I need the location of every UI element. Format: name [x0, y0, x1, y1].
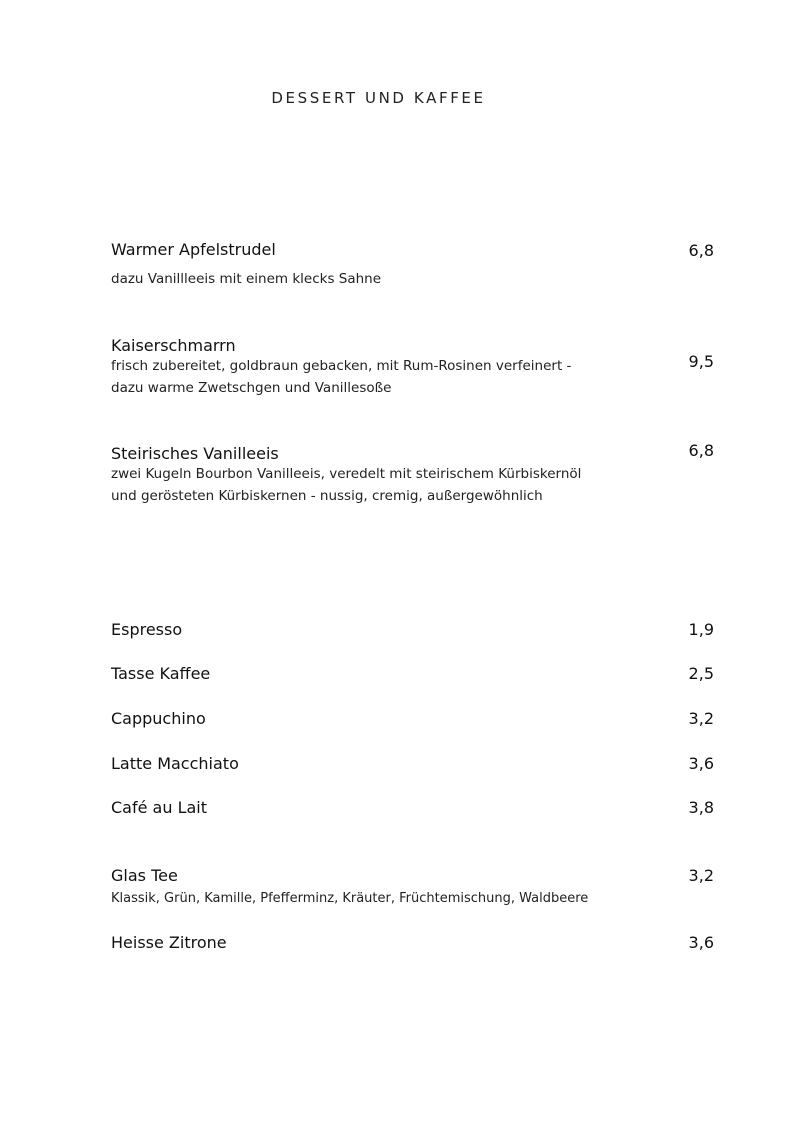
- item-description: und gerösteten Kürbiskernen - nussig, cremig, außergewöhnlich: [111, 488, 543, 504]
- item-name: Kaiserschmarrn: [111, 336, 236, 355]
- item-name: Café au Lait: [111, 798, 208, 817]
- item-name: Cappuchino: [111, 709, 206, 728]
- item-price: 9,5: [688, 352, 714, 371]
- item-price: 6,8: [688, 441, 714, 460]
- item-description: dazu warme Zwetschgen und Vanillesoße: [111, 380, 392, 396]
- item-price: 3,2: [688, 709, 714, 728]
- item-name: Glas Tee: [111, 866, 178, 885]
- item-price: 3,8: [688, 798, 714, 817]
- item-description: zwei Kugeln Bourbon Vanilleeis, veredelt mit steirischem Kürbiskernöl: [111, 466, 582, 482]
- item-price: 3,6: [688, 754, 714, 773]
- item-price: 1,9: [688, 620, 714, 639]
- item-description: frisch zubereitet, goldbraun gebacken, mit Rum-Rosinen verfeinert -: [111, 358, 572, 374]
- page-title: DESSERT UND KAFFEE: [271, 89, 486, 107]
- item-price: 6,8: [688, 241, 714, 260]
- item-description: Klassik, Grün, Kamille, Pfefferminz, Kräuter, Früchtemischung, Waldbeere: [111, 891, 589, 906]
- item-price: 3,2: [688, 866, 714, 885]
- item-price: 2,5: [688, 664, 714, 683]
- item-name: Heisse Zitrone: [111, 933, 227, 952]
- item-name: Steirisches Vanilleeis: [111, 444, 279, 463]
- item-name: Latte Macchiato: [111, 754, 239, 773]
- item-name: Espresso: [111, 620, 183, 639]
- item-description: dazu Vanillleeis mit einem klecks Sahne: [111, 271, 382, 287]
- item-name: Tasse Kaffee: [111, 664, 211, 683]
- item-price: 3,6: [688, 933, 714, 952]
- item-name: Warmer Apfelstrudel: [111, 240, 276, 259]
